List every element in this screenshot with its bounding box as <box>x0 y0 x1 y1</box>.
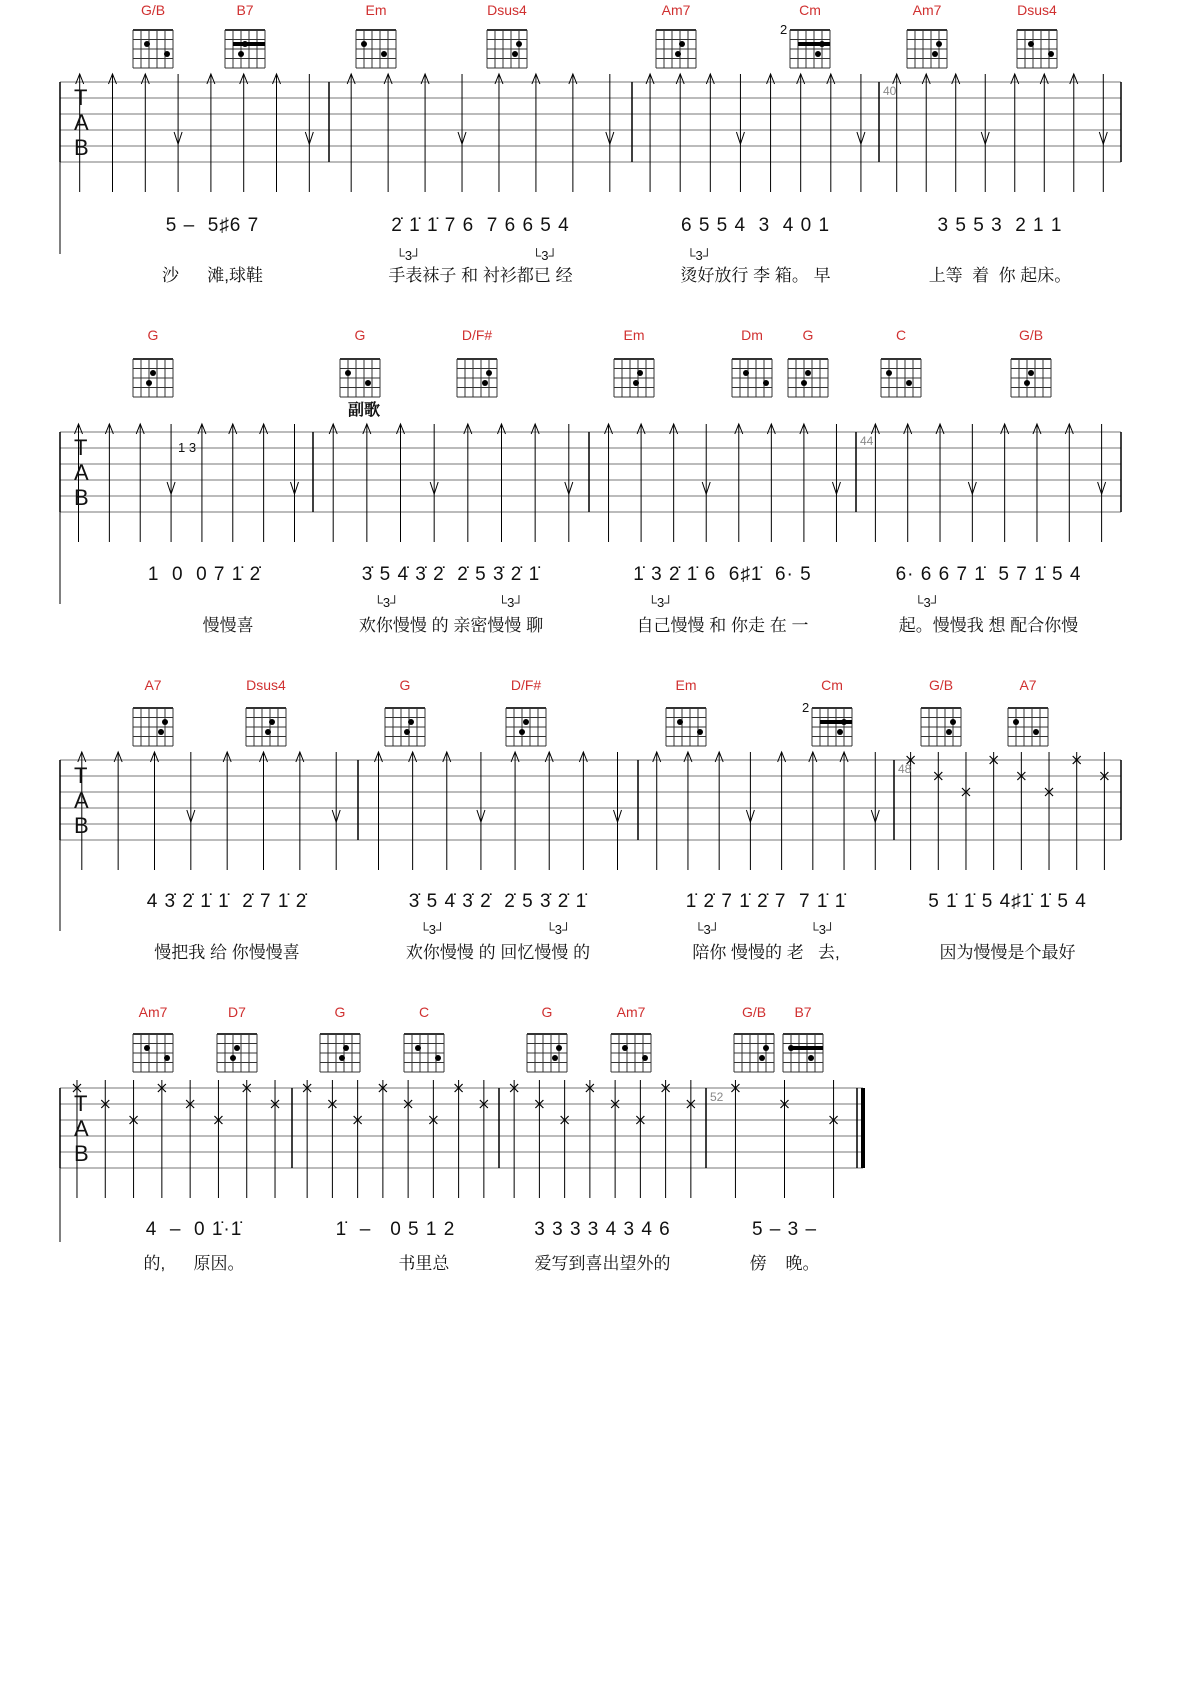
chord-diagram-dot <box>633 380 639 386</box>
chord-diagram-dot <box>815 51 821 57</box>
lyric-line: 欢你慢慢 的 回忆慢慢 的 <box>405 943 591 962</box>
chord-diagram-dot <box>675 51 681 57</box>
chord-diagram-dot <box>556 1045 562 1051</box>
chord-diagram-dot <box>837 729 843 735</box>
tab-clef-letter: A <box>74 460 89 485</box>
chord-diagram-dot <box>801 380 807 386</box>
chord-name: Em <box>365 2 387 18</box>
chord-diagram-dot <box>677 719 683 725</box>
chord-name: G/B <box>741 1004 767 1020</box>
jianpu-notation: 3 5 5 3 2 1 1 <box>937 215 1063 236</box>
tab-clef-letter: T <box>74 763 88 788</box>
chord-name: Cm <box>799 2 821 18</box>
chord-name: B7 <box>794 1004 812 1020</box>
measure-number: 48 <box>898 762 912 776</box>
tab-clef-letter: T <box>74 85 88 110</box>
chord-diagram-dot <box>519 729 525 735</box>
chord-diagram-dot <box>345 370 351 376</box>
triplet-mark: └3┘ <box>395 248 422 263</box>
triplet-mark: └3┘ <box>686 248 712 263</box>
lyric-line: 陪你 慢慢的 老 去, <box>692 943 840 962</box>
chord-name: Em <box>623 327 645 343</box>
lyric-line: 欢你慢慢 的 亲密慢慢 聊 <box>358 616 544 635</box>
chord-diagram-dot <box>238 51 244 57</box>
tab-clef-letter: T <box>74 435 88 460</box>
jianpu-notation: 5 – 5♯6 7 <box>165 215 260 236</box>
lyric-line: 上等 着 你 起床。 <box>928 266 1072 285</box>
chord-name: Dsus4 <box>246 677 286 693</box>
chord-name: Am7 <box>912 2 942 18</box>
chord-diagram-dot <box>936 41 942 47</box>
chord-name: Em <box>675 677 697 693</box>
chord-name: G <box>399 677 411 693</box>
triplet-mark: └3┘ <box>373 595 400 610</box>
chord-diagram-dot <box>404 729 410 735</box>
chord-diagram-dot <box>269 719 275 725</box>
lyric-line: 烫好放行 李 箱。 早 <box>680 266 831 285</box>
section-label: 副歌 <box>348 402 381 419</box>
chord-diagram-dot <box>415 1045 421 1051</box>
tab-clef-letter: A <box>74 110 89 135</box>
chord-name: Cm <box>821 677 843 693</box>
chord-diagram-dot <box>516 41 522 47</box>
chord-diagram-dot <box>642 1055 648 1061</box>
triplet-mark: └3┘ <box>532 248 558 263</box>
lyric-line: 起。慢慢我 想 配合你慢 <box>898 616 1079 635</box>
jianpu-notation: 5 1̇ 1̇ 5 4♯1̇ 1̇ 5 4 <box>928 891 1087 912</box>
chord-name: C <box>418 1004 430 1020</box>
chord-name: B7 <box>236 2 254 18</box>
lyric-line: 书里总 <box>341 1254 450 1273</box>
chord-diagram-dot <box>1028 370 1034 376</box>
chord-diagram-dot <box>381 51 387 57</box>
chord-diagram-dot <box>164 1055 170 1061</box>
lyric-line: 的, 原因。 <box>143 1254 245 1273</box>
tab-clef-letter: B <box>74 1141 89 1166</box>
chord-diagram-dot <box>1048 51 1054 57</box>
chord-diagram-dot <box>1028 41 1034 47</box>
triplet-mark: └3┘ <box>647 595 674 610</box>
chord-diagram-dot <box>144 1045 150 1051</box>
chord-diagram-dot <box>158 729 164 735</box>
measure-number: 44 <box>860 434 874 448</box>
chord-diagram-dot <box>946 729 952 735</box>
lyric-line: 手表袜子 和 衬衫都已 经 <box>388 266 573 285</box>
chord-diagram-dot <box>679 41 685 47</box>
chord-diagram-dot <box>622 1045 628 1051</box>
chord-diagram-barre <box>820 720 852 724</box>
triplet-mark: └3┘ <box>914 595 940 610</box>
lyric-line: 因为慢慢是个最好 <box>939 943 1076 962</box>
jianpu-notation: 4 3̇ 2̇ 1̇ 1̇ 2̇ 7 1̇ 2̇ <box>146 891 308 912</box>
chord-diagram-dot <box>486 370 492 376</box>
chord-diagram-barre <box>798 42 830 46</box>
chord-diagram-dot <box>164 51 170 57</box>
jianpu-notation: 1̇ 2̇ 7 1̇ 2̇ 7 7 1̇ 1̇ <box>685 891 847 912</box>
chord-diagram-dot <box>950 719 956 725</box>
jianpu-notation: 5 – 3 – <box>751 1219 818 1240</box>
tab-clef-letter: A <box>74 1116 89 1141</box>
chord-diagram-barre <box>791 1046 823 1050</box>
chord-diagram-dot <box>697 729 703 735</box>
chord-name: Am7 <box>661 2 691 18</box>
measure-number: 52 <box>710 1090 724 1104</box>
chord-diagram-dot <box>763 1045 769 1051</box>
chord-diagram-dot <box>886 370 892 376</box>
chord-diagram-dot <box>759 1055 765 1061</box>
cm-fret-label: 2 <box>802 700 810 715</box>
chord-diagram-dot <box>932 51 938 57</box>
chord-name: A7 <box>1019 677 1037 693</box>
chord-diagram-dot <box>265 729 271 735</box>
lyric-line: 自己慢慢 和 你走 在 一 <box>636 616 809 635</box>
jianpu-notation: 1 0 0 7 1̇ 2̇ <box>147 564 262 585</box>
jianpu-notation: 3 3 3 3 4 3 4 6 <box>534 1219 671 1240</box>
jianpu-notation: 1̇ 3 2̇ 1̇ 6 6♯1̇ 6· 5 <box>633 564 812 585</box>
chord-name: A7 <box>144 677 162 693</box>
chord-diagram-barre <box>233 42 265 46</box>
tab-clef-letter: B <box>74 135 89 160</box>
chord-name: G/B <box>140 2 166 18</box>
triplet-mark: └3┘ <box>694 922 720 937</box>
chord-diagram-dot <box>743 370 749 376</box>
chord-name: G/B <box>928 677 954 693</box>
lyric-line: 慢慢喜 <box>155 616 254 635</box>
chord-name: G <box>541 1004 553 1020</box>
chord-name: D7 <box>228 1004 246 1020</box>
chord-diagram-dot <box>763 380 769 386</box>
chord-diagram-dot <box>146 380 152 386</box>
fret-numbers: 1 3 <box>178 440 197 455</box>
lyric-line: 沙 滩,球鞋 <box>161 266 264 285</box>
jianpu-notation: 1̇ – 0 5 1 2 <box>335 1219 456 1240</box>
chord-diagram-dot <box>339 1055 345 1061</box>
chord-diagram-dot <box>361 41 367 47</box>
chord-diagram-dot <box>482 380 488 386</box>
jianpu-notation: 6· 6 6 7 1̇ 5 7 1̇ 5 4 <box>895 564 1082 585</box>
tab-clef-letter: A <box>74 788 89 813</box>
triplet-mark: └3┘ <box>419 922 446 937</box>
triplet-mark: └3┘ <box>809 922 836 937</box>
chord-diagram-dot <box>523 719 529 725</box>
chord-name: C <box>895 327 907 343</box>
chord-diagram-dot <box>234 1045 240 1051</box>
chord-diagram-dot <box>150 370 156 376</box>
chord-name: Dm <box>741 327 763 343</box>
chord-name: G <box>354 327 366 343</box>
triplet-mark: └3┘ <box>497 595 524 610</box>
chord-diagram-dot <box>1013 719 1019 725</box>
chord-name: G <box>147 327 159 343</box>
chord-diagram-dot <box>1024 380 1030 386</box>
chord-name: G/B <box>1018 327 1044 343</box>
tab-clef-letter: T <box>74 1091 88 1116</box>
chord-diagram-dot <box>343 1045 349 1051</box>
chord-name: Dsus4 <box>1017 2 1057 18</box>
chord-name: G <box>334 1004 346 1020</box>
chord-name: D/F# <box>510 677 542 693</box>
lyric-line: 慢把我 给 你慢慢喜 <box>154 943 300 962</box>
chord-diagram-dot <box>365 380 371 386</box>
chord-diagram-dot <box>1033 729 1039 735</box>
chord-diagram-dot <box>637 370 643 376</box>
jianpu-notation: 2̇ 1̇ 1̇ 7 6 7 6 6 5 4 <box>391 215 570 236</box>
chord-name: Am7 <box>616 1004 646 1020</box>
chord-name: D/F# <box>461 327 493 343</box>
chord-diagram-dot <box>805 370 811 376</box>
jianpu-notation: 6 5 5 4 3 4 0 1 <box>680 215 831 236</box>
jianpu-notation: 4 – 0 1̇·1̇ <box>145 1219 243 1240</box>
chord-name: Dsus4 <box>487 2 527 18</box>
chord-diagram-dot <box>808 1055 814 1061</box>
chord-diagram-dot <box>408 719 414 725</box>
chord-diagram-dot <box>906 380 912 386</box>
chord-diagram-dot <box>435 1055 441 1061</box>
chord-diagram-dot <box>552 1055 558 1061</box>
measure-number: 40 <box>883 84 897 98</box>
tab-clef-letter: B <box>74 485 89 510</box>
chord-diagram-dot <box>144 41 150 47</box>
chord-diagram-dot <box>230 1055 236 1061</box>
tab-clef-letter: B <box>74 813 89 838</box>
cm-fret-label: 2 <box>780 22 788 37</box>
chord-diagram-dot <box>512 51 518 57</box>
lyric-line: 爱写到喜出望外的 <box>534 1254 671 1273</box>
jianpu-notation: 3̇ 5 4̇ 3̇ 2̇ 2̇ 5 3̇ 2̇ 1̇ <box>408 891 588 912</box>
triplet-mark: └3┘ <box>545 922 572 937</box>
jianpu-notation: 3̇ 5 4̇ 3̇ 2̇ 2̇ 5 3̇ 2̇ 1̇ <box>361 564 541 585</box>
chord-diagram-dot <box>162 719 168 725</box>
lyric-line: 傍 晚。 <box>749 1254 820 1273</box>
chord-name: G <box>802 327 814 343</box>
chord-name: Am7 <box>138 1004 168 1020</box>
